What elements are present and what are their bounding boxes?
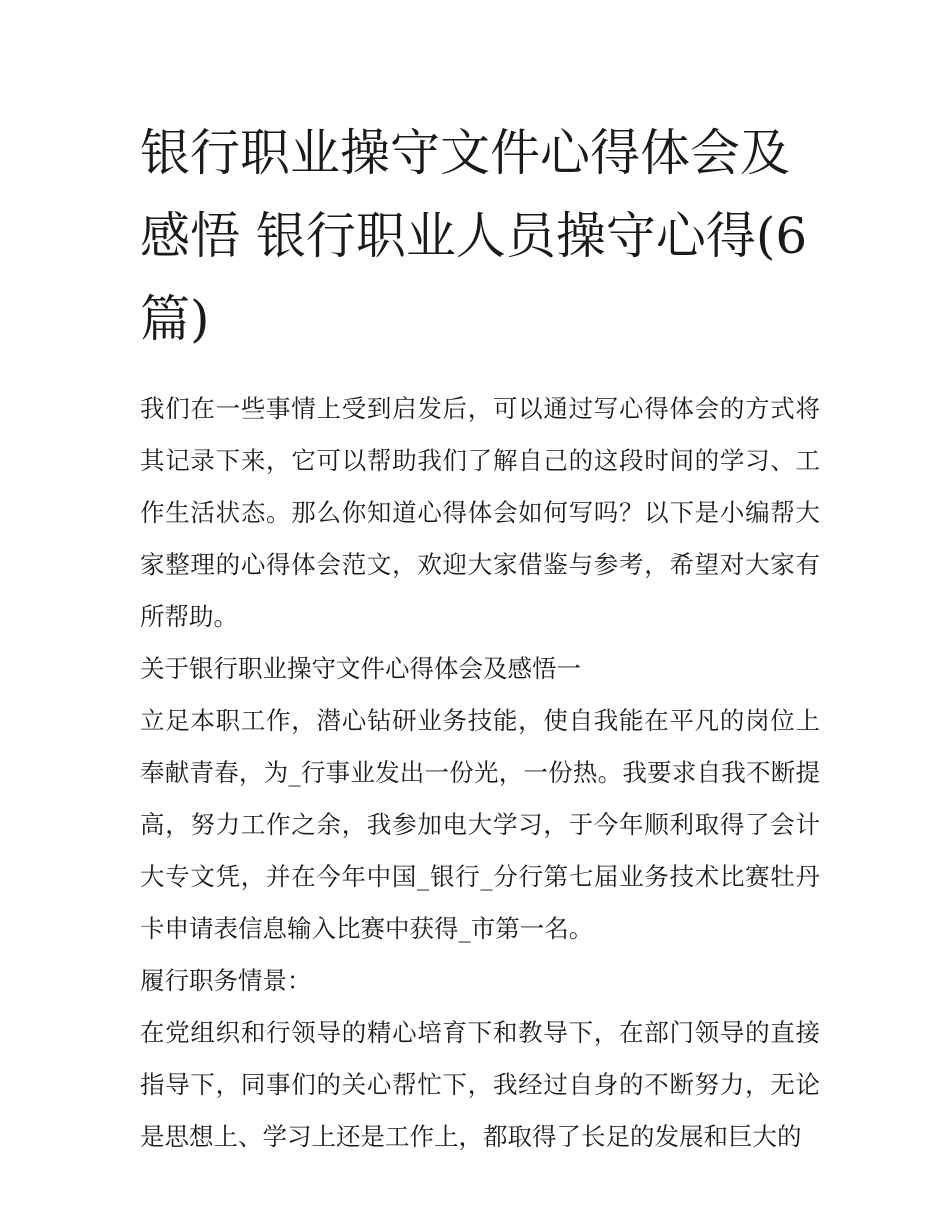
body-paragraph: 在党组织和行领导的精心培育下和教导下，在部门领导的直接指导下，同事们的关心帮忙下，我经过自身的不断努力，无论是思想上、学习上还是工作上，都取得了长足的发展和巨大的: [140, 1018, 820, 1151]
document-body: [140, 383, 820, 1163]
section-heading: 关于银行职业操守文件心得体会及感悟一: [140, 654, 581, 683]
document-page: [140, 112, 820, 1163]
intro-paragraph: 我们在一些事情上受到启发后，可以通过写心得体会的方式将其记录下来，它可以帮助我们了解自己的这段时间的学习、工作生活状态。那么你知道心得体会如何写吗？以下是小编帮大家整理的心得体会范文，欢迎大家借鉴与参考，希望对大家有所帮助。: [140, 394, 820, 631]
subsection-heading: 履行职务情景：: [140, 966, 312, 995]
body-paragraph: 立足本职工作，潜心钻研业务技能，使自我能在平凡的岗位上奉献青春，为_行事业发出一份光，一份热。我要求自我不断提高，努力工作之余，我参加电大学习，于今年顺利取得了会计大专文凭，并在今年中国_银行_分行第七届业务技术比赛牡丹卡申请表信息输入比赛中获得_市第一名。: [140, 706, 820, 943]
document-title: 银行职业操守文件心得体会及感悟 银行职业人员操守心得(6篇): [140, 124, 808, 348]
